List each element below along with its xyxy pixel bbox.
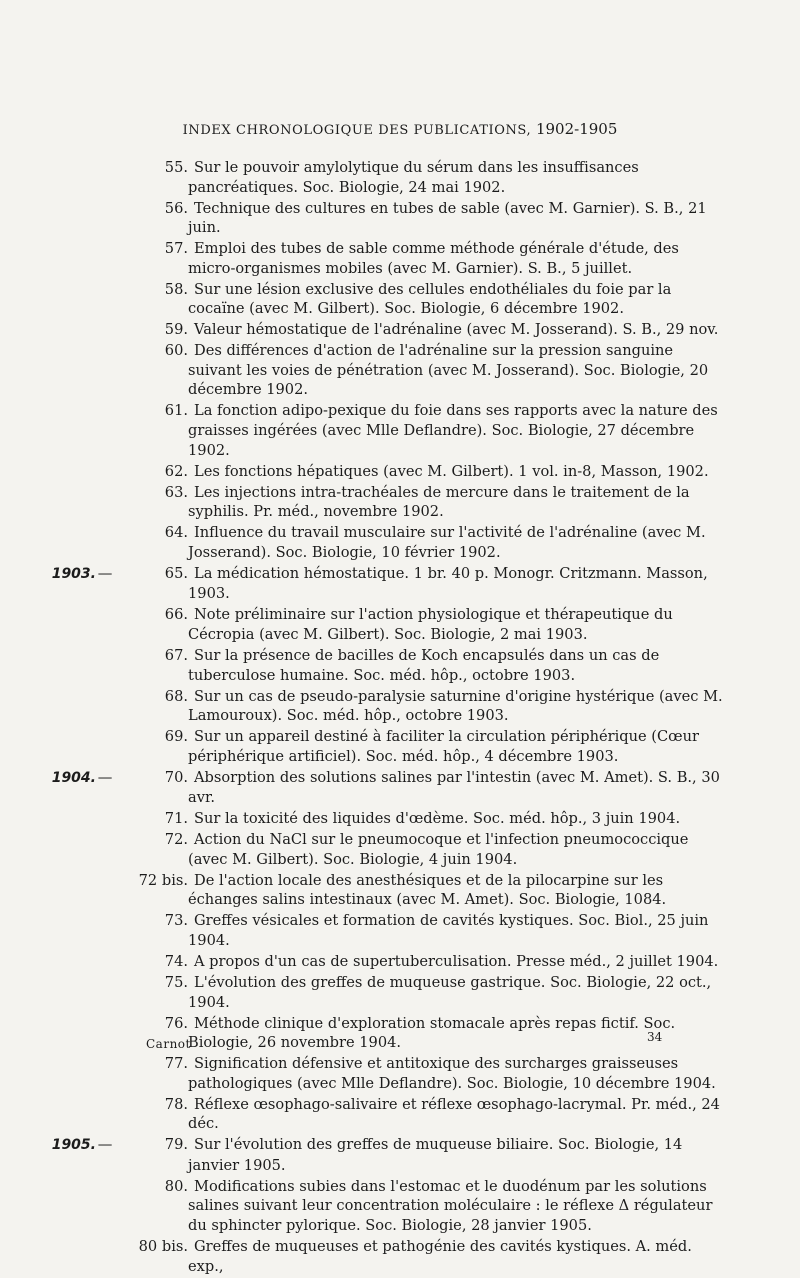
entry-text: Absorption des solutions salines par l'intestin (avec M. Amet). S. B., 30 avr. (188, 768, 720, 807)
publication-entry (0, 727, 800, 766)
entry-number: 68. (164, 687, 188, 705)
year-label: 1903. (51, 565, 96, 582)
entry-number: 57. (164, 240, 188, 258)
entry-text: Action du NaCl sur le pneumocoque et l'infection pneumococcique (avec M. Gilbert). Soc. Biologie, 4 juin 1904. (188, 831, 689, 868)
publication-entry (0, 1054, 800, 1093)
entry-number: 72 bis. (138, 871, 188, 889)
entry-text: Sur la toxicité des liquides d'œdème. Soc. méd. hôp., 3 juin 1904. (194, 810, 681, 828)
header-years: 1902-1905 (535, 120, 618, 138)
entry-number: 74. (164, 952, 188, 970)
entry-number: 80 bis. (138, 1238, 188, 1256)
entry-text: Sur un cas de pseudo-paralysie saturnine d'origine hystérique (avec M. Lamouroux). Soc. méd. hôp., octobre 1903. (188, 687, 723, 725)
entry-text: Sur la présence de bacilles de Koch encapsulés dans un cas de tuberculose humaine. Soc. méd. hôp., octobre 1903. (188, 646, 660, 684)
entry-number: 69. (164, 728, 188, 746)
publication-entry (0, 830, 800, 869)
entry-number: 73. (164, 912, 188, 930)
year-dash: — (97, 768, 113, 786)
entry-text: Greffes de muqueuses et pathogénie des cavités kystiques. A. méd. exp., (188, 1238, 692, 1275)
publication-entry (0, 1237, 800, 1276)
publication-entry (0, 646, 800, 685)
entry-number: 76. (164, 1014, 188, 1032)
entry-number: 56. (164, 199, 188, 217)
publication-entry (0, 199, 800, 238)
entry-text: La médication hémostatique. 1 br. 40 p. Monogr. Critzmann. Masson, 1903. (188, 564, 708, 603)
entry-text: Méthode clinique d'exploration stomacale après repas fictif. Soc. Biologie, 26 novembre 1904. (188, 1014, 676, 1052)
entry-number: 61. (164, 402, 188, 420)
entry-text: De l'action locale des anesthésiques et de la pilocarpine sur les échanges salins intestinaux (avec M. Amet). Soc. Biologie, 1084. (188, 871, 667, 909)
entry-number: 80. (164, 1177, 188, 1195)
entry-number: 63. (164, 483, 188, 501)
entry-text: Sur l'évolution des greffes de muqueuse biliaire. Soc. Biologie, 14 janvier 1905. (188, 1136, 683, 1174)
entry-text: Valeur hémostatique de l'adrénaline (avec M. Josserand). S. B., 29 nov. (194, 321, 719, 339)
entry-text: Réflexe œsophago-salivaire et réflexe œsophago-lacrymal. Pr. méd., 24 déc. (188, 1095, 720, 1133)
publication-entry (0, 973, 800, 1012)
entry-text: Influence du travail musculaire sur l'activité de l'adrénaline (avec M. Josserand). Soc. Biologie, 10 février 1902. (188, 524, 706, 561)
entry-number: 59. (164, 321, 188, 339)
publication-entry (0, 564, 800, 604)
entry-number: 70. (164, 768, 188, 786)
entry-number: 79. (164, 1136, 188, 1154)
entry-number: 77. (164, 1055, 188, 1073)
publication-entry (0, 1014, 800, 1053)
publication-entry (0, 952, 800, 972)
publication-entry (0, 462, 800, 482)
publication-entry (0, 687, 800, 726)
publication-list (0, 158, 800, 1278)
publication-entry (0, 401, 800, 460)
entry-number: 62. (164, 462, 188, 480)
entry-number: 66. (164, 606, 188, 624)
publication-entry (0, 871, 800, 910)
entry-text: Emploi des tubes de sable comme méthode générale d'étude, des micro-organismes mobiles (avec M. Garnier). S. B., 5 juillet. (188, 240, 679, 277)
entry-text: Des différences d'action de l'adrénaline sur la pression sanguine suivant les voies de pénétration (avec M. Josserand). Soc. Biologie, 20 décembre 1902. (188, 342, 709, 399)
entry-text: Note préliminaire sur l'action physiologique et thérapeutique du Cécropia (avec M. Gilbert). Soc. Biologie, 2 mai 1903. (188, 606, 673, 643)
header-title: INDEX CHRONOLOGIQUE DES PUBLICATIONS, (182, 123, 532, 138)
year-label: 1905. (51, 1137, 96, 1154)
entry-text: Signification défensive et antitoxique des surcharges graisseuses pathologiques (avec Mlle Deflandre). Soc. Biologie, 10 décembre 1904. (188, 1055, 716, 1092)
entry-text: Sur le pouvoir amylolytique du sérum dans les insuffisances pancréatiques. Soc. Biologie, 24 mai 1902. (188, 159, 639, 196)
entry-number: 78. (164, 1095, 188, 1113)
entry-text: Sur un appareil destiné à faciliter la circulation périphérique (Cœur périphérique artificiel). Soc. méd. hôp., 4 décembre 1903. (188, 728, 699, 765)
entry-number: 72. (164, 831, 188, 849)
footer-signature: Carnot (146, 1037, 191, 1051)
entry-number: 71. (164, 810, 188, 828)
entry-number: 75. (164, 973, 188, 991)
publication-entry (0, 280, 800, 319)
year-dash: — (97, 1136, 113, 1154)
entry-number: 67. (164, 646, 188, 664)
entry-text: Technique des cultures en tubes de sable (avec M. Garnier). S. B., 21 juin. (188, 199, 707, 237)
entry-text: Greffes vésicales et formation de cavités kystiques. Soc. Biol., 25 juin 1904. (188, 912, 709, 949)
running-header (0, 120, 800, 138)
publication-entry (0, 239, 800, 278)
publication-entry (0, 1177, 800, 1236)
year-dash: — (97, 564, 113, 582)
entry-text: La fonction adipo-pexique du foie dans ses rapports avec la nature des graisses ingérées (avec Mlle Deflandre). Soc. Biologie, 27 décembre 1902. (188, 402, 718, 459)
publication-entry (0, 341, 800, 400)
page-number: 34 (647, 1030, 663, 1044)
entry-number: 58. (164, 280, 188, 298)
publication-entry (0, 911, 800, 950)
entry-text: L'évolution des greffes de muqueuse gastrique. Soc. Biologie, 22 oct., 1904. (188, 973, 712, 1011)
entry-number: 60. (164, 342, 188, 360)
entry-text: Les injections intra-trachéales de mercure dans le traitement de la syphilis. Pr. méd., novembre 1902. (188, 483, 690, 521)
entry-number: 64. (164, 524, 188, 542)
publication-entry (0, 158, 800, 197)
entry-number: 65. (164, 564, 188, 582)
entry-text: A propos d'un cas de supertuberculisation. Presse méd., 2 juillet 1904. (194, 952, 719, 970)
publication-entry (0, 768, 800, 808)
publication-entry (0, 523, 800, 562)
entry-text: Modifications subies dans l'estomac et le duodénum par les solutions salines suivant leur concentration moléculaire : le réflexe Δ régulateur du sphincter pylorique. Soc. Biologie, 28 janvier 1905. (188, 1177, 713, 1235)
publication-entry (0, 1095, 800, 1134)
year-label: 1904. (51, 769, 96, 786)
publication-entry (0, 605, 800, 644)
publication-entry (0, 1135, 800, 1175)
entry-text: Sur une lésion exclusive des cellules endothéliales du foie par la cocaïne (avec M. Gilbert). Soc. Biologie, 6 décembre 1902. (188, 280, 672, 318)
entry-number: 55. (164, 159, 188, 176)
publication-entry (0, 483, 800, 522)
publication-entry (0, 809, 800, 829)
publication-entry (0, 320, 800, 340)
entry-text: Les fonctions hépatiques (avec M. Gilbert). 1 vol. in-8, Masson, 1902. (194, 462, 709, 480)
